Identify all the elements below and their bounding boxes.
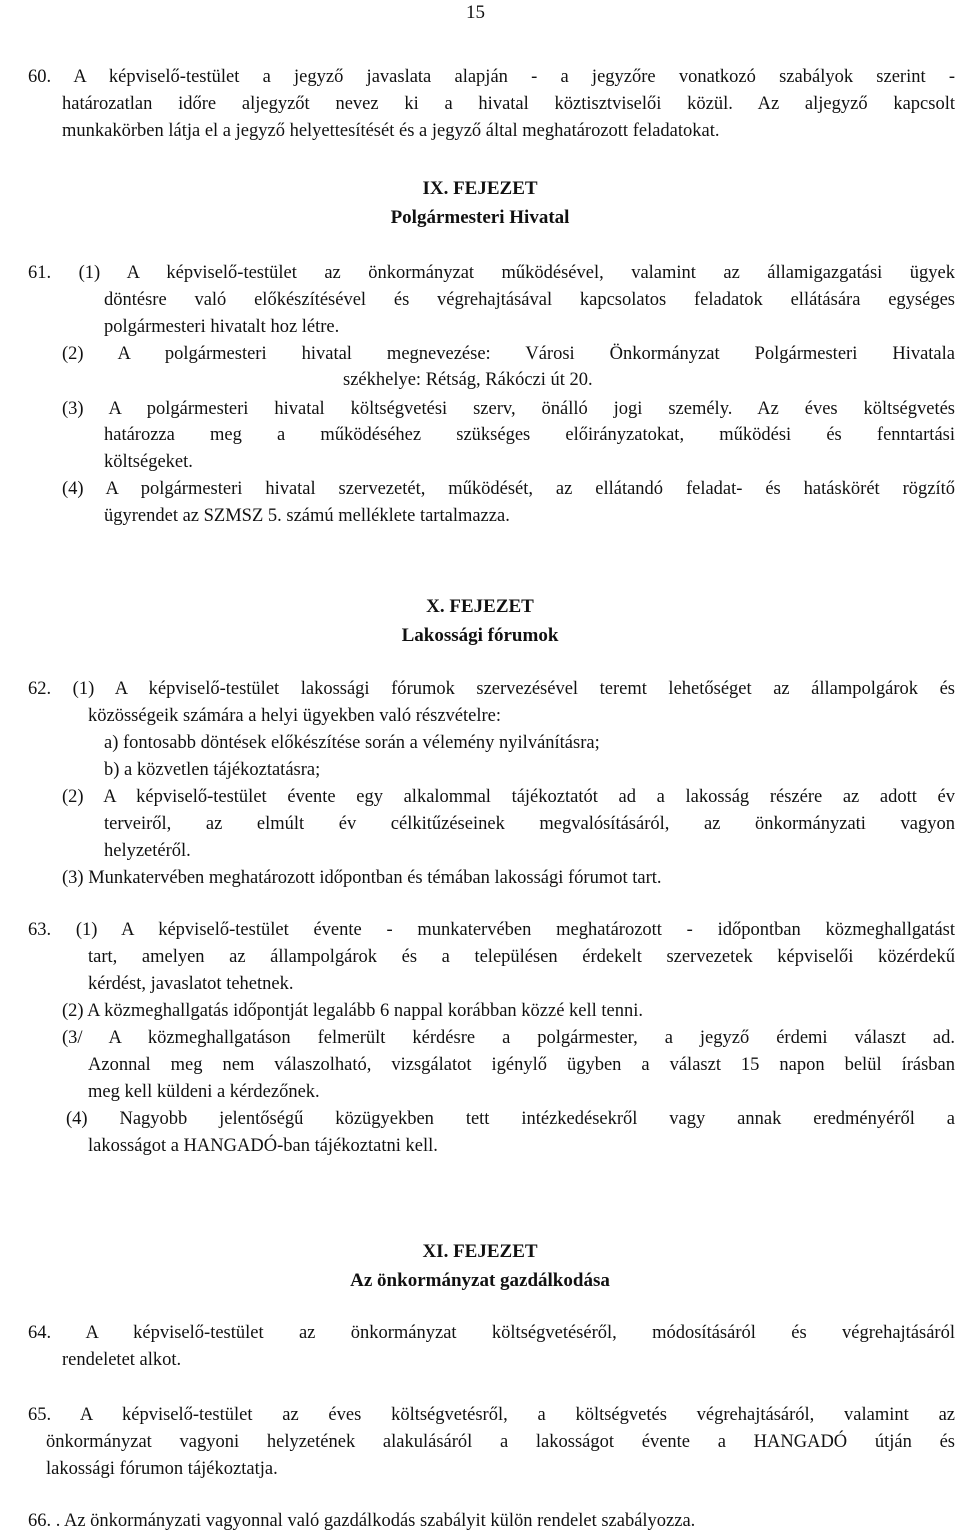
text-line: határozza meg a működéséhez szükséges előirányzatokat, működési és fenntartási (104, 425, 955, 445)
text-line: költségeket. (104, 452, 193, 472)
chapter-heading-x (0, 593, 960, 649)
chapter-heading-ix (0, 175, 960, 231)
text-line: a) fontosabb döntések előkészítése során a vélemény nyilvánításra; (104, 733, 600, 753)
text-line: (3) A polgármesteri hivatal költségvetési szerv, önálló jogi személy. Az éves költségvetés (62, 399, 955, 419)
text-line: ügyrendet az SZMSZ 5. számú melléklete tartalmazza. (104, 506, 510, 526)
text-line: (2) A közmeghallgatás időpontját legalább 6 nappal korábban közzé kell tenni. (62, 1001, 644, 1021)
text-line: polgármesteri hivatalt hoz létre. (104, 317, 340, 337)
text-line: rendeletet alkot. (62, 1350, 182, 1370)
text-line: székhelye: Rétság, Rákóczi út 20. (343, 370, 593, 390)
chapter-title: IX. FEJEZET (422, 178, 538, 199)
text-line: (4) Nagyobb jelentőségű közügyekben tett intézkedésekről vagy annak eredményéről a (66, 1109, 955, 1129)
page-number: 15 (466, 2, 485, 23)
text-line: tart, amelyen az állampolgárok és a településen érdekelt szervezetek képviselői közérdekű (88, 947, 955, 967)
text-line: b) a közvetlen tájékoztatásra; (104, 760, 321, 780)
text-line: 60. A képviselő-testület a jegyző javaslata alapján - a jegyzőre vonatkozó szabályok szerint - (28, 67, 955, 87)
text-line: 63. (1) A képviselő-testület évente - munkatervében meghatározott - időpontban közmeghallgatást (28, 920, 955, 940)
text-line: munkakörben látja el a jegyző helyettesítését és a jegyző által meghatározott feladatokat. (62, 121, 720, 141)
text-line: 62. (1) A képviselő-testület lakossági fórumok szervezésével teremt lehetőséget az állampolgárok és (28, 679, 955, 699)
text-line: közösségeik számára a helyi ügyekben való részvételre: (88, 706, 501, 726)
text-line: lakossági fórumon tájékoztatja. (46, 1459, 278, 1479)
text-line: (2) A polgármesteri hivatal megnevezése: Városi Önkormányzat Polgármesteri Hivatala (62, 344, 955, 364)
text-line: (2) A képviselő-testület évente egy alkalommal tájékoztatót ad a lakosság részére az adott év (62, 787, 955, 807)
chapter-subtitle: Lakossági fórumok (401, 625, 559, 646)
text-line: 61. (1) A képviselő-testület az önkormányzat működésével, valamint az államigazgatási ügyek (28, 263, 955, 283)
text-line: önkormányzat vagyoni helyzetének alakulásáról a lakosságot évente a HANGADÓ útján és (46, 1432, 955, 1452)
text-line: határozatlan időre aljegyzőt nevez ki a hivatal köztisztviselői közül. Az aljegyző kapcsolt (62, 94, 955, 114)
chapter-title: XI. FEJEZET (422, 1241, 538, 1262)
chapter-heading-xi (0, 1238, 960, 1294)
text-line: (3) Munkatervében meghatározott időpontban és témában lakossági fórumot tart. (62, 868, 662, 888)
text-line: 65. A képviselő-testület az éves költségvetésről, a költségvetés végrehajtásáról, valamint az (28, 1405, 955, 1425)
text-line: lakosságot a HANGADÓ-ban tájékoztatni kell. (88, 1136, 438, 1156)
text-line: döntésre való előkészítésével és végrehajtásával kapcsolatos feladatok ellátására egységes (104, 290, 955, 310)
text-line: (3/ A közmeghallgatáson felmerült kérdésre a polgármester, a jegyző érdemi választ ad. (62, 1028, 955, 1048)
chapter-subtitle: Polgármesteri Hivatal (390, 207, 570, 228)
chapter-subtitle: Az önkormányzat gazdálkodása (350, 1270, 610, 1291)
text-line: Azonnal meg nem válaszolható, vizsgálatot igénylő ügyben a választ 15 napon belül írásban (88, 1055, 955, 1075)
text-line: (4) A polgármesteri hivatal szervezetét, működését, az ellátandó feladat- és hatáskörét rögzítő (62, 479, 955, 499)
text-line: kérdést, javaslatot tehetnek. (88, 974, 294, 994)
text-line: terveiről, az elmúlt év célkitűzéseinek megvalósításáról, az önkormányzati vagyon (104, 814, 955, 834)
text-line: helyzetéről. (104, 841, 191, 861)
text-line: 64. A képviselő-testület az önkormányzat költségvetéséről, módosításáról és végrehajtásáról (28, 1323, 955, 1343)
text-line: 66. . Az önkormányzati vagyonnal való gazdálkodás szabályit külön rendelet szabályozza. (28, 1511, 696, 1531)
text-line: meg kell küldeni a kérdezőnek. (88, 1082, 320, 1102)
chapter-title: X. FEJEZET (426, 596, 534, 617)
